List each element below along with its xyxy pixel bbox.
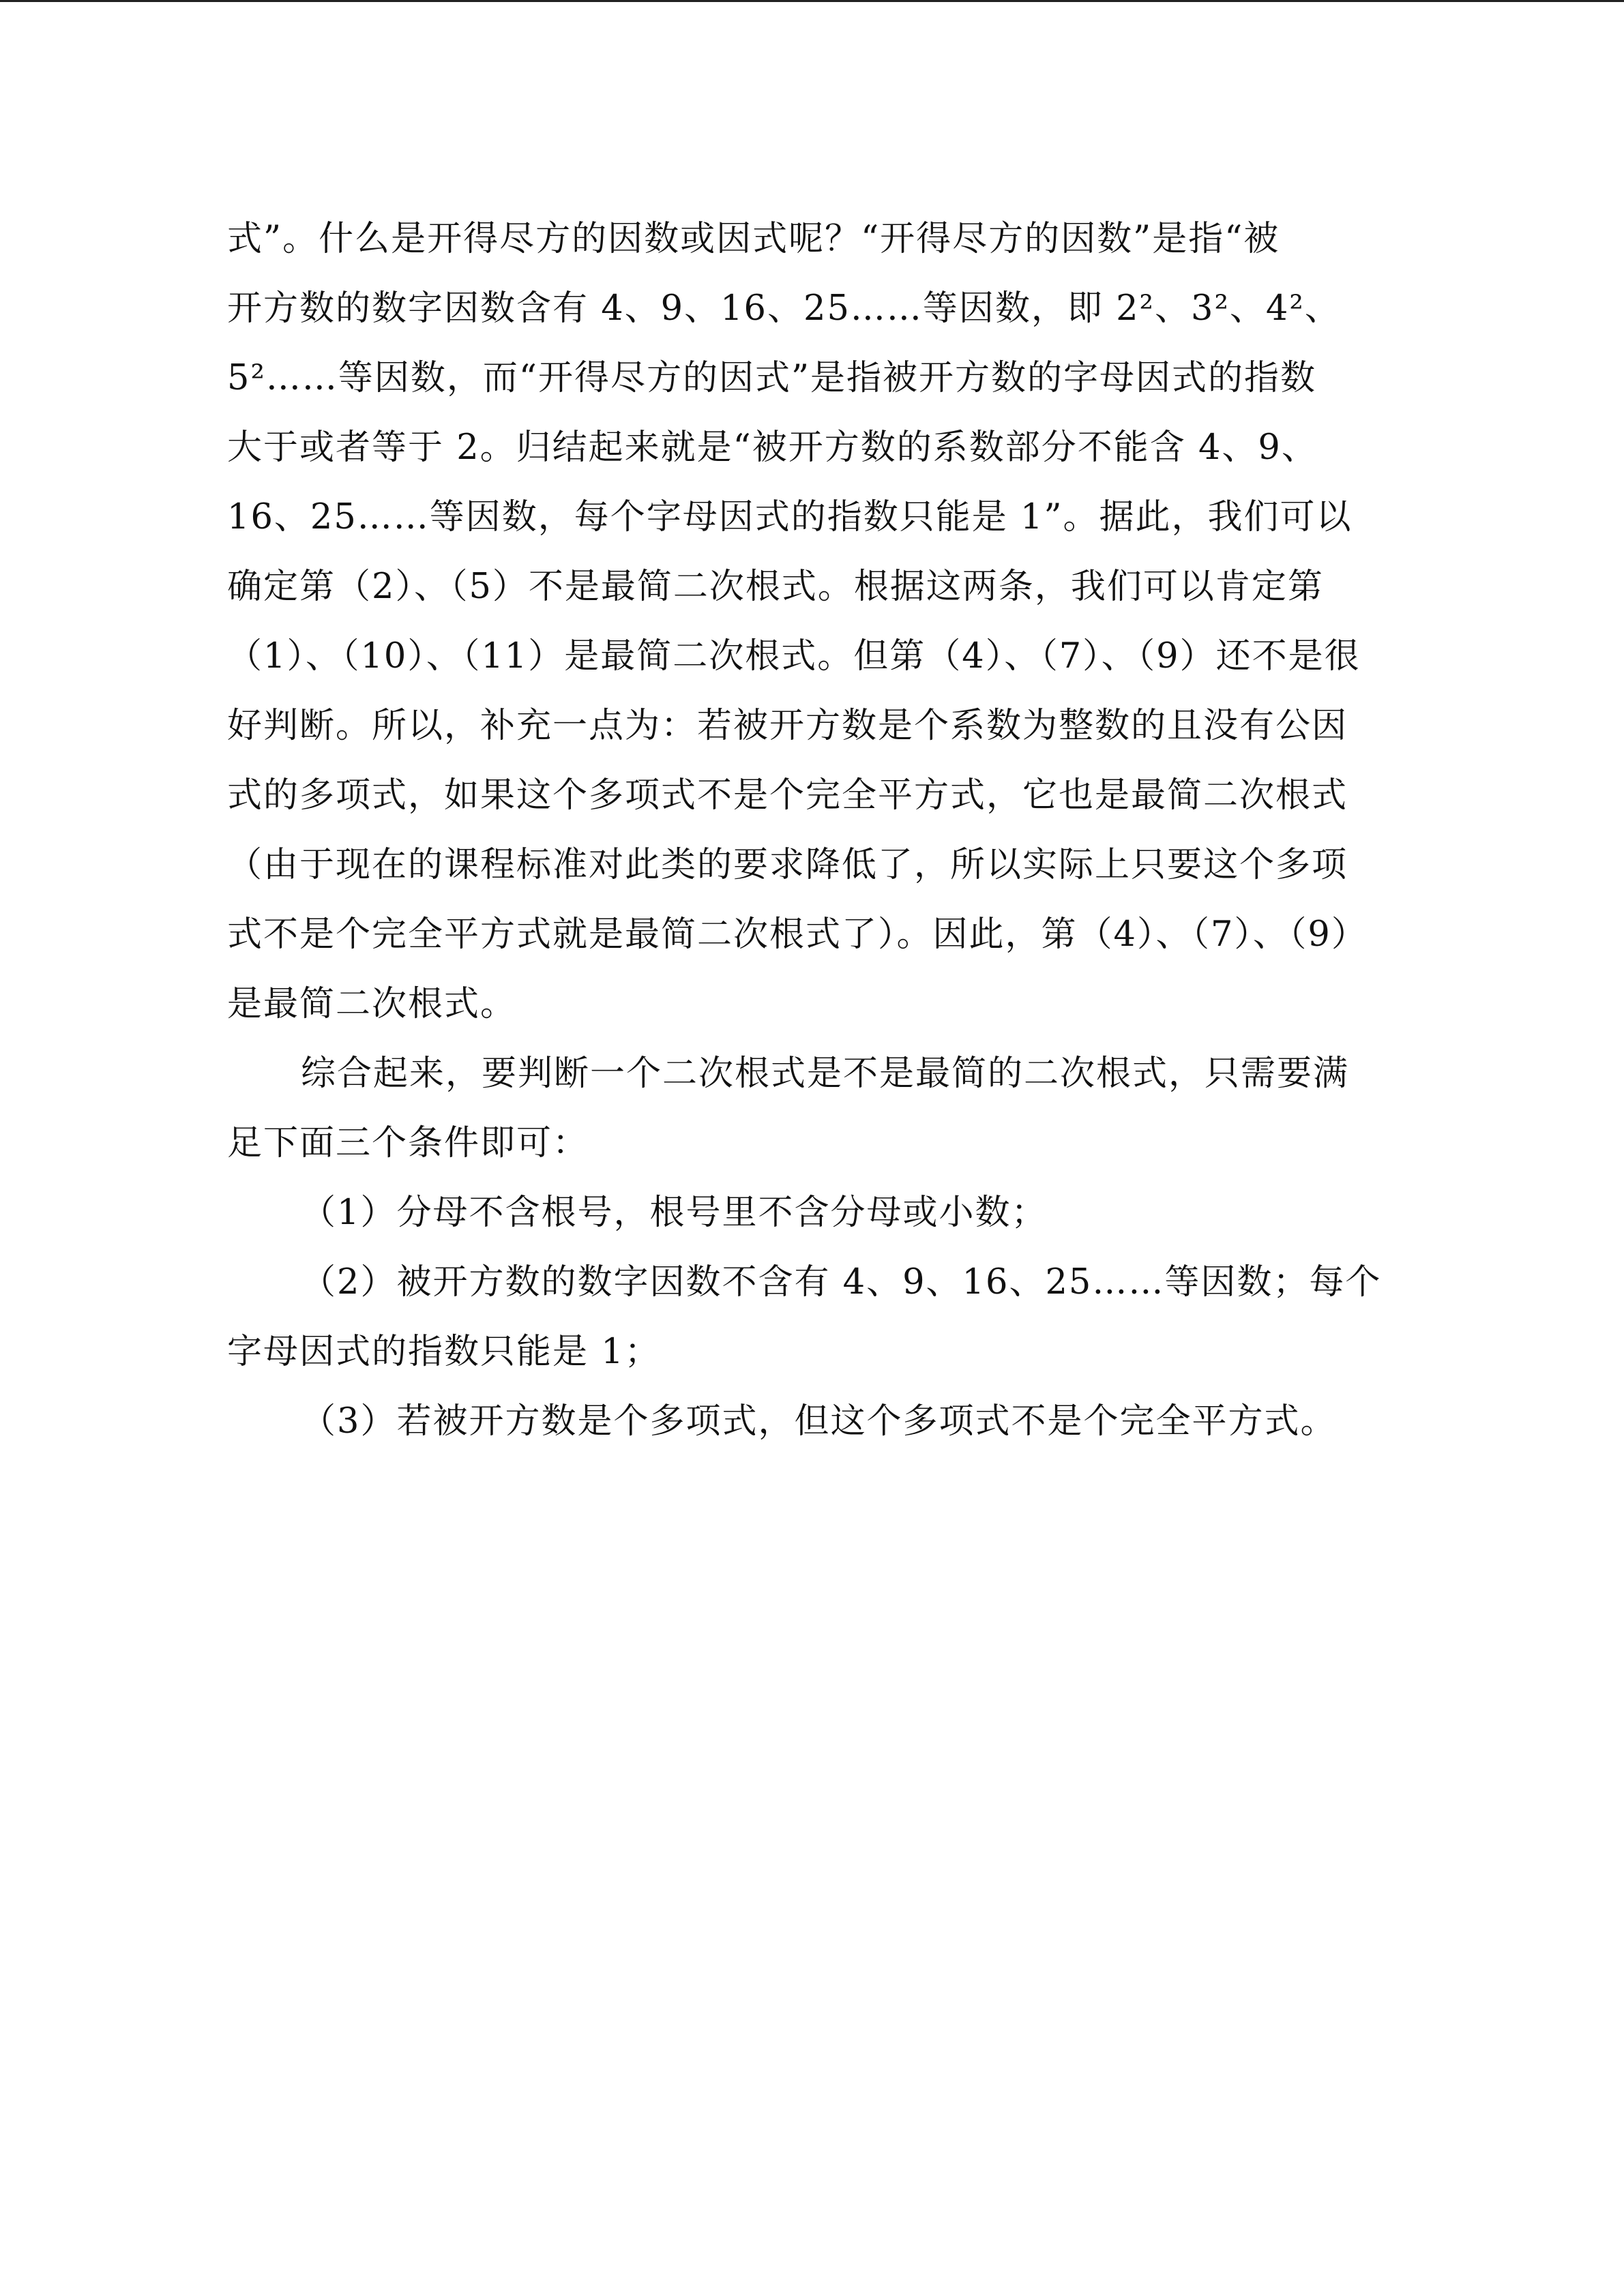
text-line: 式”。什么是开得尽方的因数或因式呢？“开得尽方的因数”是指“被	[227, 219, 1280, 259]
condition-item-3: （3）若被开方数是个多项式，但这个多项式不是个完全平方式。	[301, 1401, 1337, 1442]
text-line: 5²……等因数，而“开得尽方的因式”是指被开方数的字母因式的指数	[227, 358, 1317, 398]
text-line: （由于现在的课程标准对此类的要求降低了，所以实际上只要这个多项	[227, 845, 1348, 885]
text-line: 综合起来，要判断一个二次根式是不是最简的二次根式，只需要满	[301, 1054, 1350, 1094]
document-page	[227, 205, 1414, 1457]
page-top-border	[0, 0, 1624, 2]
text-line: 是最简二次根式。	[227, 984, 517, 1024]
condition-item-1: （1）分母不含根号，根号里不含分母或小数；	[301, 1193, 1048, 1233]
text-line: 好判断。所以，补充一点为：若被开方数是个系数为整数的且没有公因	[227, 706, 1348, 746]
condition-item-2-continued: 字母因式的指数只能是 1；	[227, 1332, 661, 1372]
text-line: 式不是个完全平方式就是最简二次根式了）。因此，第（4）、（7）、（9）	[227, 914, 1368, 955]
text-line: 16、25……等因数，每个字母因式的指数只能是 1”。据此，我们可以	[227, 497, 1353, 537]
text-line: 开方数的数字因数含有 4、9、16、25……等因数，即 2²、3²、4²、	[227, 288, 1341, 329]
paragraph-summary	[227, 1039, 1414, 1178]
text-line: 足下面三个条件即可：	[227, 1123, 589, 1163]
text-line: （1）、（10）、（11）是最简二次根式。但第（4）、（7）、（9）还不是很	[227, 636, 1361, 676]
text-line: 确定第（2）、（5）不是最简二次根式。根据这两条，我们可以肯定第	[227, 567, 1324, 607]
text-line: 大于或者等于 2。归结起来就是“被开方数的系数部分不能含 4、9、	[227, 428, 1318, 468]
text-line: 式的多项式，如果这个多项式不是个完全平方式，它也是最简二次根式	[227, 775, 1348, 816]
condition-item-2: （2）被开方数的数字因数不含有 4、9、16、25……等因数；每个	[301, 1262, 1382, 1302]
condition-list	[227, 1178, 1414, 1457]
paragraph-explanation	[227, 205, 1414, 1039]
